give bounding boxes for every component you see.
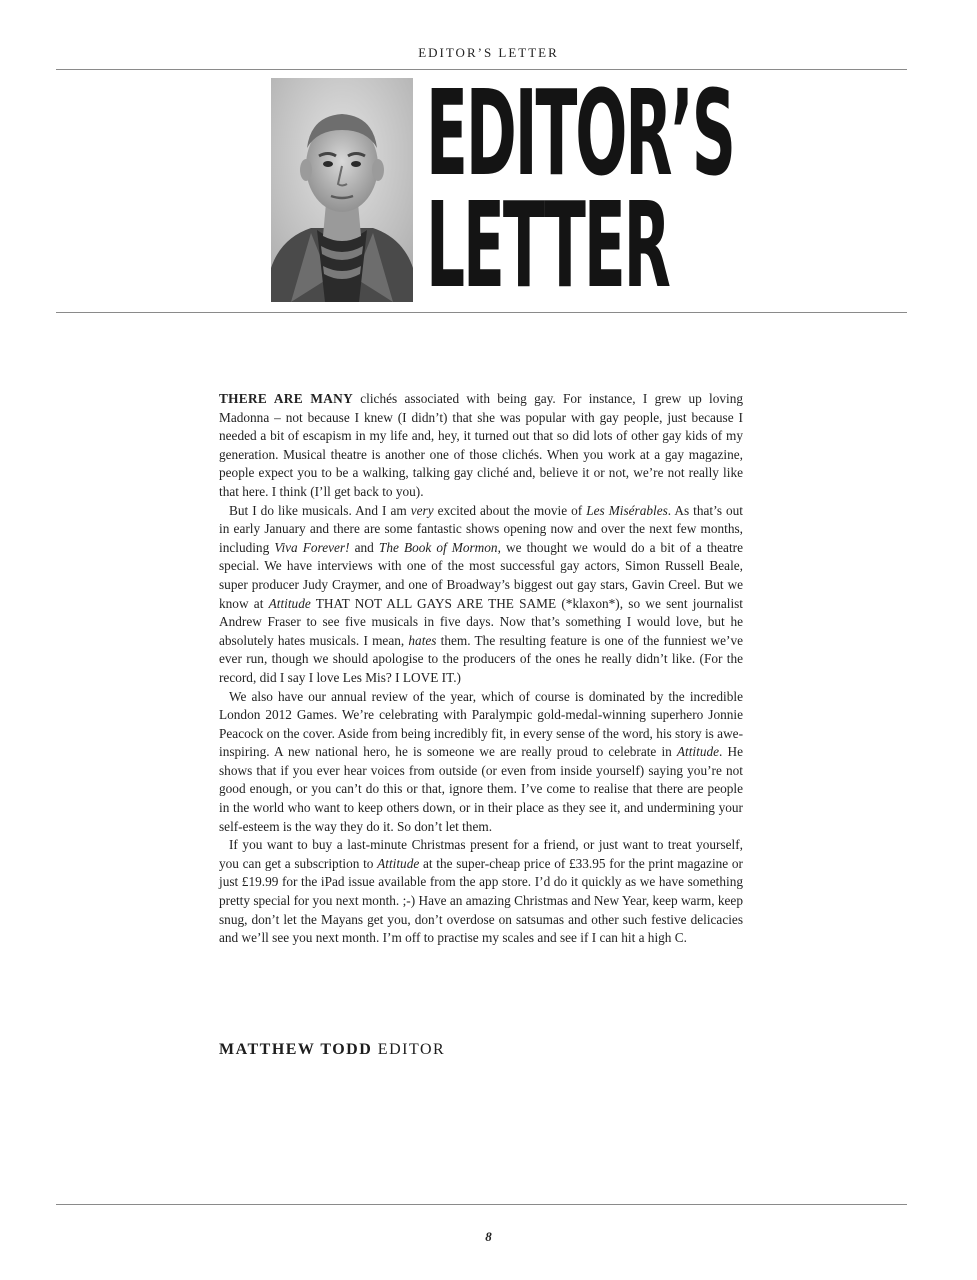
italic-text-run: Les Misérables: [586, 502, 668, 518]
lead-in: THERE ARE MANY: [219, 391, 353, 406]
masthead-line-1: EDITOR’S: [426, 64, 734, 202]
page-number: 8: [485, 1229, 492, 1244]
bottom-rule: [56, 1204, 907, 1205]
masthead-line-2: LETTER: [426, 176, 669, 314]
text-run: We also have our annual review of the year, which of course is dominated by the incredible London 2012 Games. We’re celebrating with Paralympic gold-medal-winning superhero Jonnie Peacock on the cover. Aside from being incredibly fit, in every sense of the word, his story is awe-inspiring. A new national hero, he is someone we are really proud to celebrate in: [219, 688, 743, 760]
italic-text-run: very: [410, 502, 434, 518]
italic-text-run: Attitude: [268, 595, 311, 611]
text-run: , we thought we would do a bit of a theatre special. We have interviews with one of the most successful gay actors, Simon Russell Beale, super producer Judy Craymer, and one of Broadway’s biggest out gay stars, Gavin Creel. But we know at: [219, 539, 743, 611]
paragraph-2: [219, 502, 743, 688]
editor-portrait-icon: [271, 78, 413, 302]
paragraph-1: [219, 390, 743, 502]
masthead-rule: [56, 312, 907, 313]
text-run: them. The resulting feature is one of the funniest we’ve ever run, though we should apologise to the producers of the ones he really didn’t like. (For the record, did I say I love Les Mis? I LOVE IT.): [219, 632, 743, 685]
italic-text-run: Attitude: [377, 855, 420, 871]
text-run: and: [349, 539, 379, 555]
text-run: at the super-cheap price of £33.95 for the print magazine or just £19.99 for the iPad issue available from the app store. I’d do it quickly as we have something pretty special for you next month. ;-) Have an amazing Christmas and New Year, keep warm, keep snug, don’t let the Mayans get you, don’t overdose on satsumas and other such festive delicacies and we’ll see you next month. I’m off to practise my scales and see if I can hit a high C.: [219, 855, 743, 946]
editor-role: EDITOR: [372, 1041, 446, 1058]
text-run: . He shows that if you ever hear voices from outside (or even from inside yourself) saying you’re not good enough, or you can’t do this or that, ignore them. I’ve come to realise that there are people in the world who want to keep others down, or in their place as they see it, and undermining your self-esteem is the way they do it. So don’t let them.: [219, 744, 743, 834]
paragraph-1-text: clichés associated with being gay. For instance, I grew up loving Madonna – not because I knew (I didn’t) that she was popular with gay people, just because I needed a bit of escapism in my life and, hey, it turned out that so did lots of other gay kids of my generation. Musical theatre is another one of those clichés. When you work at a gay magazine, people expect you to be a walking, talking gay cliché and, believe it or not, we’re not really like that here. I think (I’ll get back to you).: [219, 391, 743, 499]
text-run: excited about the movie of: [433, 502, 587, 518]
paragraph-4: [219, 836, 743, 948]
editor-name: MATTHEW TODD: [219, 1041, 373, 1058]
italic-text-run: Attitude: [676, 744, 720, 760]
article-body: [219, 390, 743, 948]
italic-text-run: The Book of Mormon: [378, 539, 498, 555]
signature: [219, 1041, 445, 1059]
text-run: . As that’s out in early January and there are some fantastic shows opening now and over the next few months, including: [219, 502, 743, 555]
paragraph-3: [219, 688, 743, 837]
italic-text-run: hates: [408, 632, 437, 648]
masthead-title: [426, 64, 734, 314]
text-run: But I do like musicals. And I am: [229, 502, 411, 518]
italic-text-run: Viva Forever!: [274, 539, 350, 555]
text-run: If you want to buy a last-minute Christmas present for a friend, or just want to treat yourself, you can get a subscription to: [219, 837, 743, 871]
text-run: THAT NOT ALL GAYS ARE THE SAME (*klaxon*), so we sent journalist Andrew Fraser to see five musicals in five days. Now that’s something I would love, but he absolutely hates musicals. I mean,: [219, 595, 744, 648]
running-head: EDITOR’S LETTER: [418, 45, 559, 60]
